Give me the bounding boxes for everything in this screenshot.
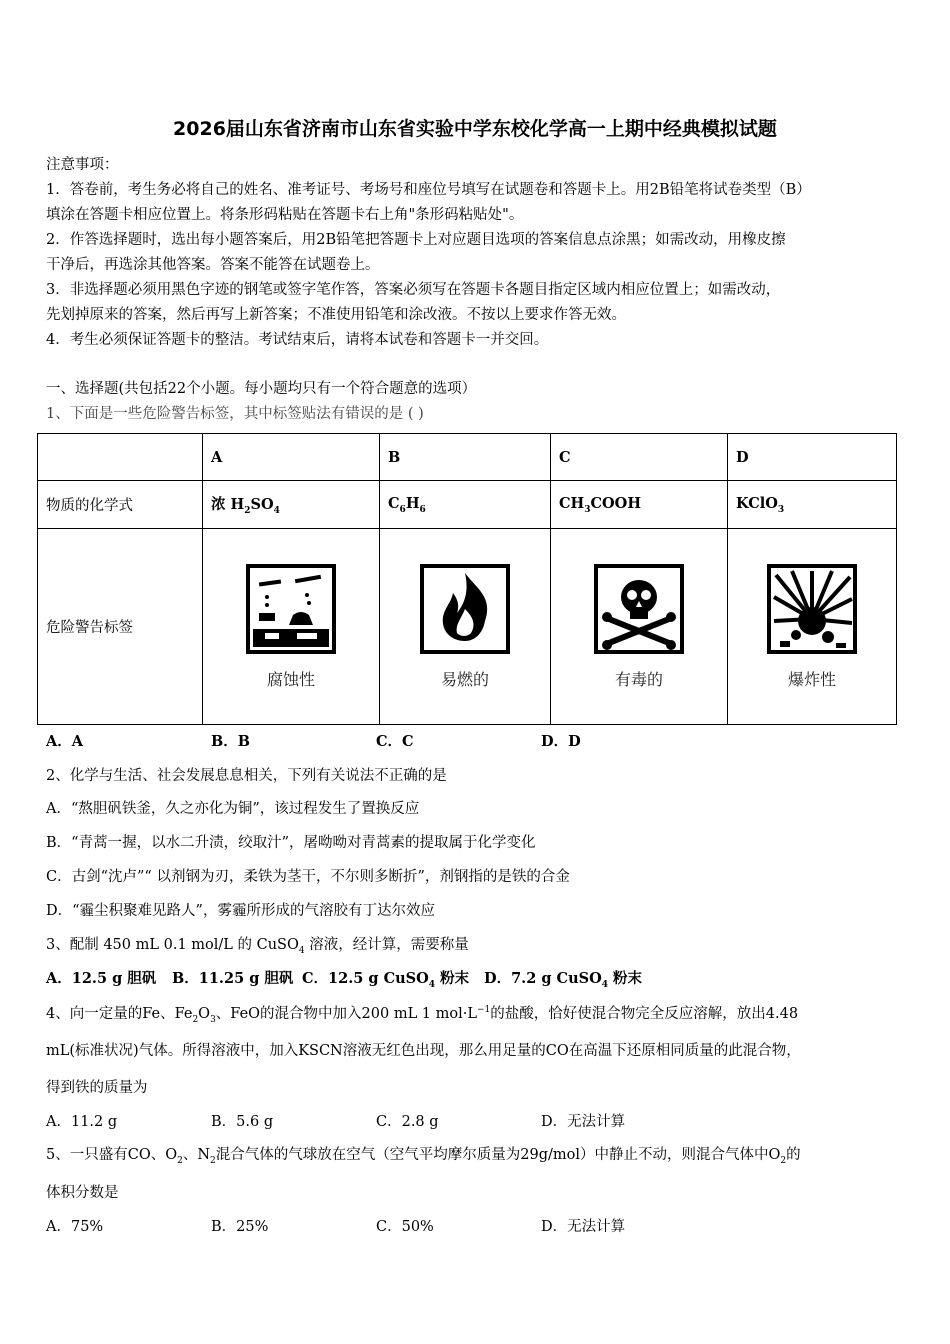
- formula-c: $CH_3COOH$: [551, 481, 728, 529]
- corrosive-icon: [245, 563, 337, 655]
- sign-cell-c: [551, 529, 728, 725]
- q5-option-a[interactable]: A．75%: [46, 1219, 104, 1235]
- notice-item-2b: 干净后，再选涂其他答案。答案不能答在试题卷上。: [46, 257, 380, 273]
- col-header-b: B: [380, 434, 551, 481]
- q2-option-d[interactable]: D．“霾尘积聚难见路人”，雾霾所形成的气溶胶有丁达尔效应: [46, 903, 435, 919]
- q1-option-d[interactable]: D．D: [541, 733, 581, 750]
- q4-option-d[interactable]: D．无法计算: [541, 1114, 626, 1130]
- q3-option-a[interactable]: A．12.5 g 胆矾: [46, 970, 157, 987]
- notice-item-2a: 2．作答选择题时，选出每小题答案后，用2B铅笔把答题卡上对应题目选项的答案信息点涂黑；如需改动，用橡皮擦: [46, 232, 786, 248]
- q3-option-d[interactable]: D．7.2 g CuSO$_4$ 粉末: [484, 970, 643, 990]
- sign-caption-b: 易燃的: [440, 670, 489, 689]
- skull-crossbones-icon: [593, 563, 685, 655]
- q4-option-a[interactable]: A．11.2 g: [46, 1114, 118, 1130]
- q4-stem-line-1: 4、向一定量的Fe、$Fe_2O_3$、FeO的混合物中加入200 mL 1 $mol\cdot L^{-1}$的盐酸，恰好使混合物完全反应溶解，放出4.48: [46, 1005, 799, 1025]
- formula-b: $C_6H_6$: [380, 481, 551, 529]
- page-title: 2026届山东省济南市山东省实验中学东校化学高一上期中经典模拟试题: [173, 118, 777, 140]
- q5-stem-line-1: 5、一只盛有CO、$O_2$、$N_2$混合气体的气球放在空气（空气平均摩尔质量为29g/mol）中静止不动，则混合气体中$O_2$的: [46, 1147, 801, 1166]
- explosion-icon: [766, 563, 858, 655]
- col-header-c: C: [551, 434, 728, 481]
- formula-d: KClO$_3$: [728, 481, 897, 529]
- notice-item-4: 4．考生必须保证答题卡的整洁。考试结束后，请将本试卷和答题卡一并交回。: [46, 332, 549, 348]
- q5-option-c[interactable]: C．50%: [376, 1219, 434, 1235]
- q4-stem-line-3: 得到铁的质量为: [46, 1080, 148, 1096]
- col-header-d: D: [728, 434, 897, 481]
- sign-caption-a: 腐蚀性: [266, 670, 315, 689]
- q2-stem: 2、化学与生活、社会发展息息相关，下列有关说法不正确的是: [46, 768, 447, 784]
- label-row-label: 危险警告标签: [38, 529, 203, 725]
- q4-stem-line-2: mL(标准状况)气体。所得溶液中，加入KSCN溶液无红色出现，那么用足量的CO在高温下还原相同质量的此混合物，: [46, 1043, 801, 1059]
- q5-stem-line-2: 体积分数是: [46, 1185, 119, 1201]
- q4-option-b[interactable]: B．5.6 g: [211, 1114, 274, 1130]
- sign-caption-c: 有毒的: [614, 670, 663, 689]
- table-corner-cell: [38, 434, 203, 481]
- notice-item-3a: 3．非选择题必须用黑色字迹的钢笔或签字笔作答，答案必须写在答题卡各题目指定区域内相应位置上；如需改动，: [46, 282, 781, 298]
- formula-a: 浓 $H_2SO_4$: [203, 481, 380, 529]
- formula-row-label: 物质的化学式: [38, 481, 203, 529]
- hazard-label-table: [37, 433, 897, 725]
- formula-row: [38, 481, 897, 529]
- sign-cell-a: [203, 529, 380, 725]
- notice-heading: 注意事项：: [46, 157, 119, 173]
- q5-option-b[interactable]: B．25%: [211, 1219, 269, 1235]
- flame-icon: [419, 563, 511, 655]
- q2-option-c[interactable]: C．古剑“沈卢”“ 以剂钢为刃，柔铁为茎干，不尔则多断折”，剂钢指的是铁的合金: [46, 869, 570, 885]
- sign-cell-d: [728, 529, 897, 725]
- q2-option-b[interactable]: B．“青蒿一握，以水二升渍，绞取汁”，屠呦呦对青蒿素的提取属于化学变化: [46, 835, 536, 851]
- section-heading: 一、选择题(共包括22个小题。每小题均只有一个符合题意的选项）: [46, 381, 477, 397]
- q3-option-b[interactable]: B．11.25 g 胆矾: [172, 970, 294, 987]
- q3-stem: 3、配制 450 mL 0.1 mol/L 的 CuSO$_4$ 溶液，经计算，需要称量: [46, 937, 469, 956]
- col-header-a: A: [203, 434, 380, 481]
- notice-item-3b: 先划掉原来的答案，然后再写上新答案；不准使用铅笔和涂改液。不按以上要求作答无效。: [46, 307, 626, 323]
- sign-cell-b: [380, 529, 551, 725]
- q4-option-c[interactable]: C．2.8 g: [376, 1114, 439, 1130]
- q5-option-d[interactable]: D．无法计算: [541, 1219, 626, 1235]
- table-header-row: [38, 434, 897, 481]
- q1-option-b[interactable]: B．B: [211, 733, 251, 750]
- sign-caption-d: 爆炸性: [787, 670, 836, 689]
- q2-option-a[interactable]: A．“熬胆矾铁釜，久之亦化为铜”，该过程发生了置换反应: [46, 801, 420, 817]
- q1-option-c[interactable]: C．C: [376, 733, 414, 750]
- q3-option-c[interactable]: C．12.5 g CuSO$_4$ 粉末: [302, 970, 470, 990]
- q1-stem: 1、下面是一些危险警告标签，其中标签贴法有错误的是 ( ): [46, 406, 424, 422]
- label-row: [38, 529, 897, 725]
- q1-option-a[interactable]: A．A: [46, 733, 84, 750]
- notice-item-1a: 1．答卷前，考生务必将自己的姓名、准考证号、考场号和座位号填写在试题卷和答题卡上。用2B铅笔将试卷类型（B）: [46, 182, 811, 198]
- notice-item-1b: 填涂在答题卡相应位置上。将条形码粘贴在答题卡右上角"条形码粘贴处"。: [46, 207, 524, 223]
